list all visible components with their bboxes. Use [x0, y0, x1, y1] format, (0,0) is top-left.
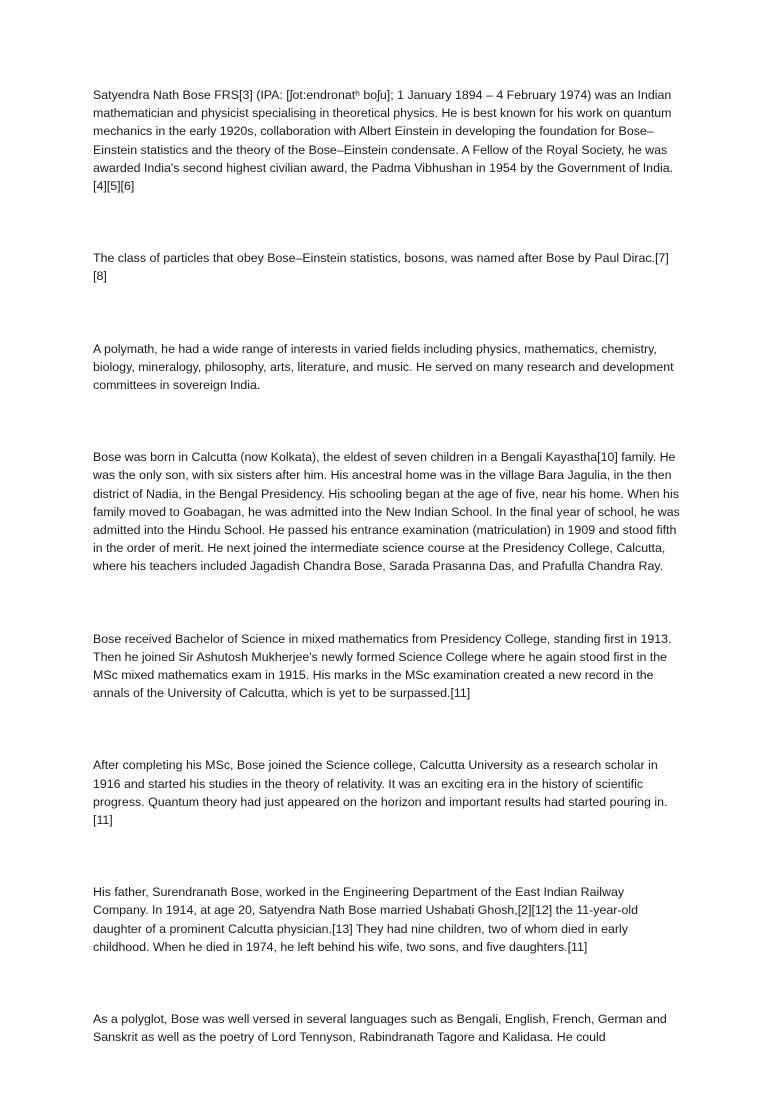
paragraph-polymath: A polymath, he had a wide range of interests in varied fields including physics, mathematics, chemistry, biology, mineralogy, philosophy, arts, literature, and music. He served on many research and development committees in sovereign India. [93, 341, 674, 393]
paragraph-languages: As a polyglot, Bose was well versed in several languages such as Bengali, English, French, German and Sanskrit as well as the poetry of Lord Tennyson, Rabindranath Tagore and Kalidasa. He could [93, 1012, 667, 1045]
paragraph-early-life: Bose was born in Calcutta (now Kolkata), the eldest of seven children in a Bengali Kayastha[10] family. He was the only son, with six sisters after him. His ancestral home was in the village Bara Jagulia, in the then district of Nadia, in the Bengal Presidency. His schooling began at the age of five, near his home. When his family moved to Goabagan, he was admitted into the New Indian School. In the final year of school, he was admitted into the Hindu School. He passed his entrance examination (matriculation) in 1909 and stood fifth in the order of merit. He next joined the intermediate science course at the Presidency College, Calcutta, where his teachers included Jagadish Chandra Bose, Sarada Prasanna Das, and Prafulla Chandra Ray. [93, 450, 680, 574]
paragraph-family: His father, Surendranath Bose, worked in the Engineering Department of the East Indian Railway Company. In 1914, at age 20, Satyendra Nath Bose married Ushabati Ghosh,[2][12] the 11-year-old daughter of a prominent Calcutta physician.[13] They had nine children, two of whom died in early childhood. When he died in 1974, he left behind his wife, two sons, and five daughters.[11] [93, 885, 639, 954]
paragraph-research: After completing his MSc, Bose joined the Science college, Calcutta University as a research scholar in 1916 and started his studies in the theory of relativity. It was an exciting era in the history of scientific progress. Quantum theory had just appeared on the horizon and important results had started pouring in.[11] [93, 758, 668, 828]
paragraph-education: Bose received Bachelor of Science in mixed mathematics from Presidency College, standing first in 1913. Then he joined Sir Ashutosh Mukherjee's newly formed Science College where he again stood first in the MSc mixed mathematics exam in 1915. His marks in the MSc examination created a new record in the annals of the University of Calcutta, which is yet to be surpassed.[11] [93, 631, 672, 701]
document-page [93, 86, 681, 1101]
paragraph-bosons: The class of particles that obey Bose–Einstein statistics, bosons, was named after Bose by Paul Dirac.[7][8] [93, 251, 669, 284]
paragraph-intro: Satyendra Nath Bose FRS[3] (IPA: [ʃot:endronatʰ boʃu]; 1 January 1894 – 4 February 1974) was an Indian mathematician and physicist specialising in theoretical physics. He is best known for his work on quantum mechanics in the early 1920s, collaboration with Albert Einstein in developing the foundation for Bose–Einstein statistics and the theory of the Bose–Einstein condensate. A Fellow of the Royal Society, he was awarded India's second highest civilian award, the Padma Vibhushan in 1954 by the Government of India.[4][5][6] [93, 88, 674, 194]
